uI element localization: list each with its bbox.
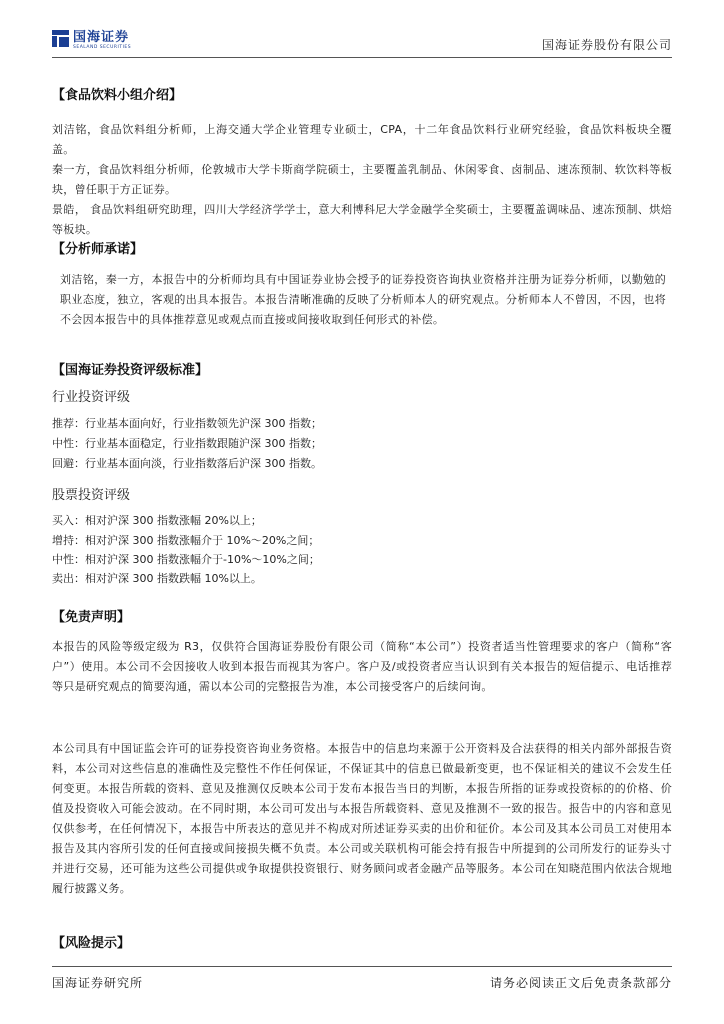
team-member-1: 刘洁铭，食品饮料组分析师，上海交通大学企业管理专业硕士，CPA，十二年食品饮料行业研究经验，食品饮料板块全覆盖。	[52, 123, 672, 156]
stock-rating-neutral: 中性：相对沪深 300 指数涨幅介于-10%～10%之间；	[52, 553, 320, 566]
footer-divider	[52, 966, 672, 967]
rating-section-title: 【国海证券投资评级标准】	[52, 363, 209, 378]
page-header	[52, 30, 672, 56]
logo-en-text: SEALAND SECURITIES	[73, 45, 132, 50]
stock-rating-buy: 买入：相对沪深 300 指数涨幅 20%以上；	[52, 514, 262, 527]
footer-disclaimer-notice: 请务必阅读正文后免责条款部分	[489, 976, 672, 990]
team-member-2: 秦一方，食品饮料组分析师，伦敦城市大学卡斯商学院硕士，主要覆盖乳制品、休闲零食、卤制品、速冻预制、软饮料等板块，曾任职于方正证券。	[52, 163, 672, 196]
risk-section-title: 【风险提示】	[52, 936, 131, 951]
industry-rating-avoid: 回避：行业基本面向淡，行业指数落后沪深 300 指数。	[52, 457, 322, 470]
team-member-3: 景皓， 食品饮料组研究助理，四川大学经济学学士，意大利博科尼大学金融学全奖硕士，主要覆盖调味品、速冻预制、烘焙等板块。	[52, 203, 672, 236]
disclaimer-section-title: 【免责声明】	[52, 610, 131, 625]
footer-institute: 国海证券研究所	[52, 976, 144, 990]
header-divider	[52, 57, 672, 58]
stock-rating-title: 股票投资评级	[52, 488, 131, 503]
disclaimer-paragraph-2: 本公司具有中国证监会许可的证券投资咨询业务资格。本报告中的信息均来源于公开资料及合法获得的相关内部外部报告资料，本公司对这些信息的准确性及完整性不作任何保证，不保证其中的信息已做最新变更，也不保证相关的建议不会发生任何变更。本报告所载的资料、意见及推测仅反映本公司于发布本报告当日的判断，本报告所指的证券或投资标的的价格、价值及投资收入可能会波动。在不同时期，本公司可发出与本报告所载资料、意见及推测不一致的报告。报告中的内容和意见仅供参考，在任何情况下，本报告中所表达的意见并不构成对所述证券买卖的出价和征价。本公司及其本公司员工对使用本报告及其内容所引发的任何直接或间接损失概不负责。本公司或关联机构可能会持有报告中所提到的公司所发行的证券头寸并进行交易，还可能为这些公司提供或争取提供投资银行、财务顾问或者金融产品等服务。本公司在知晓范围内依法合规地履行披露义务。	[52, 742, 672, 895]
stock-rating-add: 增持：相对沪深 300 指数涨幅介于 10%～20%之间；	[52, 534, 320, 547]
company-logo	[52, 30, 131, 51]
industry-rating-recommend: 推荐：行业基本面向好，行业指数领先沪深 300 指数；	[52, 417, 322, 430]
company-name: 国海证券股份有限公司	[541, 38, 672, 52]
industry-rating-title: 行业投资评级	[52, 390, 131, 405]
industry-rating-neutral: 中性：行业基本面稳定，行业指数跟随沪深 300 指数；	[52, 437, 322, 450]
logo-mark-icon	[52, 30, 69, 47]
logo-cn-text: 国海证券	[73, 30, 130, 45]
commitment-text: 刘洁铭，秦一方，本报告中的分析师均具有中国证券业协会授予的证券投资咨询执业资格并注册为证券分析师，以勤勉的职业态度，独立，客观的出具本报告。本报告清晰准确的反映了分析师本人的研究观点。分析师本人不曾因，不因，也将不会因本报告中的具体推荐意见或观点而直接或间接收取到任何形式的补偿。	[60, 273, 666, 326]
team-section-title: 【食品饮料小组介绍】	[52, 88, 183, 103]
stock-rating-sell: 卖出：相对沪深 300 指数跌幅 10%以上。	[52, 572, 262, 585]
commitment-section-title: 【分析师承诺】	[52, 242, 144, 257]
disclaimer-paragraph-1: 本报告的风险等级定级为 R3，仅供符合国海证券股份有限公司（简称“本公司”）投资者适当性管理要求的客户（简称“客户”）使用。本公司不会因接收人收到本报告而视其为客户。客户及/或投资者应当认识到有关本报告的短信提示、电话推荐等只是研究观点的简要沟通，需以本公司的完整报告为准，本公司接受客户的后续问询。	[52, 640, 672, 693]
